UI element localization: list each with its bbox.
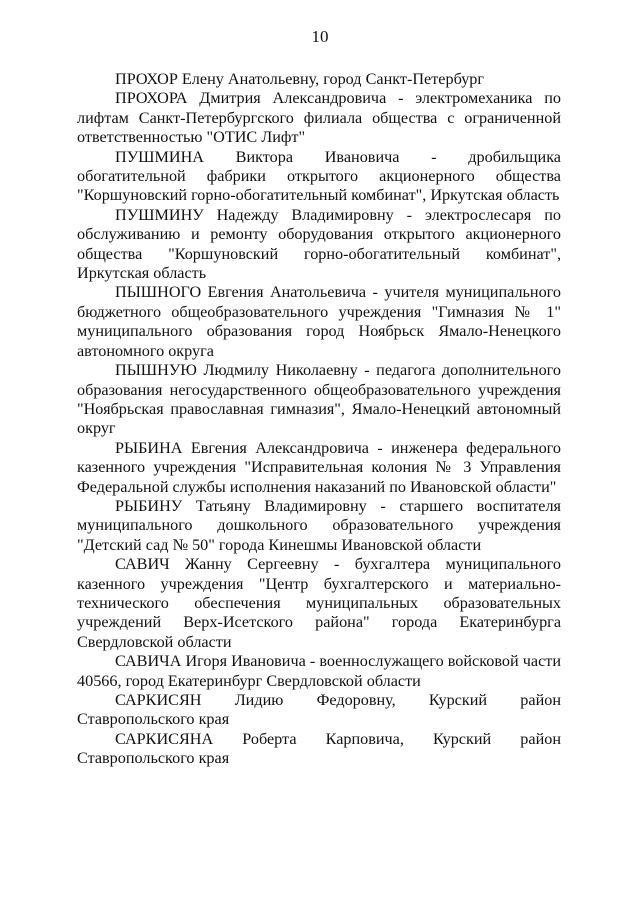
- entry-prokhor-elena: ПРОХОР Елену Анатольевну, город Санкт-Петербург: [115, 70, 485, 88]
- entry-pushmina-nadezhda: ПУШМИНУ Надежду Владимировну - электрослесаря по обслуживанию и ремонту оборудования открытого акционерного общества "Коршуновский горно-обогатительный комбинат", Иркутская область: [77, 205, 561, 283]
- document-body: [77, 70, 561, 769]
- entry-prokhor-dmitry: ПРОХОРА Дмитрия Александровича - электромеханика по лифтам Санкт-Петербургского филиала общества с ограниченной ответственностью "ОТИС Лифт": [77, 89, 561, 147]
- page-number: 10: [311, 27, 329, 46]
- entry-pyshny-evgeny: ПЫШНОГО Евгения Анатольевича - учителя муниципального бюджетного общеобразовательного учреждения "Гимназия № 1" муниципального образования город Ноябрьск Ямало-Ненецкого автономного округа: [77, 283, 561, 360]
- entry-savich-zhanna: САВИЧ Жанну Сергеевну - бухгалтера муниципального казенного учреждения "Центр бухгалтерского и материально-технического обеспечения муниципальных образовательных учреждений Верх-Исетского района" города Екатеринбурга Свердловской области: [77, 555, 561, 651]
- entry-pyshnaya-lyudmila: ПЫШНУЮ Людмилу Николаевну - педагога дополнительного образования негосударственного общеобразовательного учреждения "Ноябрьская православная гимназия", Ямало-Ненецкий автономный округ: [77, 361, 561, 438]
- entry-sarkisyan-lidia: САРКИСЯН Лидию Федоровну, Курский район Ставропольского края: [77, 691, 561, 729]
- entry-sarkisyan-robert: САРКИСЯНА Роберта Карповича, Курский район Ставропольского края: [77, 729, 561, 768]
- entry-savich-igor: САВИЧА Игоря Ивановича - военнослужащего войсковой части 40566, город Екатеринбург Свердловской области: [77, 652, 561, 690]
- entry-rybin-evgeny: РЫБИНА Евгения Александровича - инженера федерального казенного учреждения "Исправительная колония № 3 Управления Федеральной службы исполнения наказаний по Ивановской области": [77, 438, 561, 496]
- entry-pushmin-viktor: ПУШМИНА Виктора Ивановича - дробильщика обогатительной фабрики открытого акционерного общества "Коршуновский горно-обогатительный комбинат", Иркутская область: [77, 147, 561, 205]
- entry-rybina-tatyana: РЫБИНУ Татьяну Владимировну - старшего воспитателя муниципального дошкольного образовательного учреждения "Детский сад № 50" города Кинешмы Ивановской области: [77, 496, 561, 554]
